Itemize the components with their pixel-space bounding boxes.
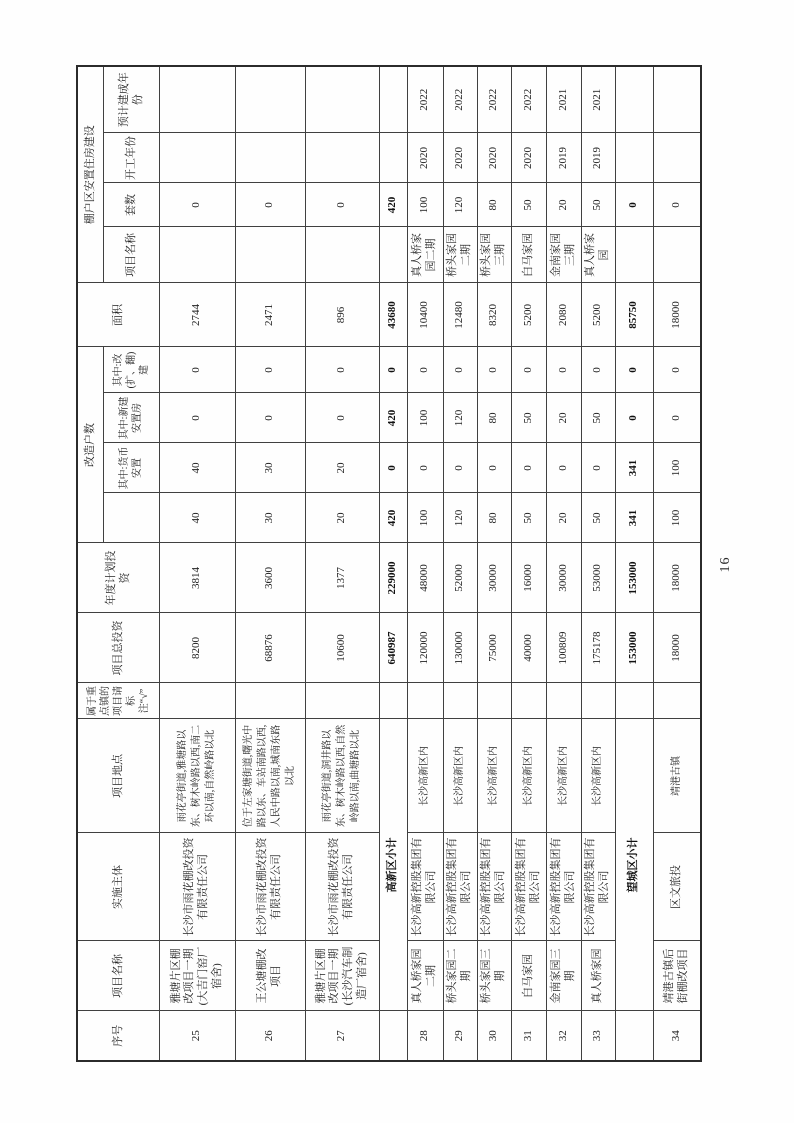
table-row [581,66,615,1061]
table-row [546,66,581,1061]
cell-hh-monetary: 0 [581,443,615,493]
cell-start [305,133,379,183]
cell-units: 420 [379,183,407,227]
cell-start: 2019 [546,133,581,183]
cell-area: 8320 [477,283,511,347]
subtotal-row [615,66,653,1061]
cell-area: 2471 [235,283,305,347]
header-key-town: 属于重点镇的项目请标注“√” [77,683,159,719]
cell-key-town [305,683,379,719]
header-households-group: 改造户数 [77,347,103,543]
cell-hh-monetary: 40 [159,443,235,493]
cell-area: 2744 [159,283,235,347]
header-project-name: 项目名称 [77,941,159,1011]
cell-hh-reno: 0 [159,347,235,393]
cell-hh-reno: 0 [581,347,615,393]
cell-area: 2080 [546,283,581,347]
cell-key-town [477,683,511,719]
cell-name: 雅塘片区棚改项目一期(大吉门窑厂宿舍) [159,941,235,1011]
cell-name: 靖港古镇后街棚改项目 [653,941,701,1011]
cell-hh-total: 30 [235,493,305,543]
cell-key-town [615,683,653,719]
cell-annual-inv: 30000 [477,543,511,613]
cell-hh-new: 420 [379,393,407,443]
cell-completion [615,66,653,133]
table-row [511,66,546,1061]
cell-hh-reno: 0 [477,347,511,393]
cell-hh-total: 120 [443,493,477,543]
cell-seq: 34 [653,1011,701,1061]
cell-hh-new: 0 [615,393,653,443]
cell-res-name: 白马家园 [511,227,546,283]
cell-res-name [235,227,305,283]
cell-hh-total: 80 [477,493,511,543]
cell-units: 20 [546,183,581,227]
cell-res-name: 真人桥家园二期 [407,227,443,283]
cell-hh-reno: 0 [615,347,653,393]
cell-hh-total: 50 [511,493,546,543]
cell-hh-reno: 0 [443,347,477,393]
cell-hh-total: 100 [407,493,443,543]
header-renovation: 其中:改(扩、翻)建 [103,347,159,393]
cell-location: 长沙高新区内 [443,719,477,833]
cell-total-inv: 175178 [581,613,615,683]
cell-key-town [546,683,581,719]
cell-total-inv: 153000 [615,613,653,683]
cell-location: 长沙高新区内 [546,719,581,833]
header-res-project-name: 项目名称 [103,227,159,283]
cell-name: 白马家园 [511,941,546,1011]
cell-hh-reno: 0 [305,347,379,393]
cell-annual-inv: 18000 [653,543,701,613]
cell-area: 12480 [443,283,477,347]
header-location: 项目地点 [77,719,159,833]
cell-completion [653,66,701,133]
cell-annual-inv: 3814 [159,543,235,613]
cell-entity: 长沙高新控股集团有限公司 [477,833,511,941]
header-start-year: 开工年份 [103,133,159,183]
cell-units: 80 [477,183,511,227]
cell-entity: 长沙高新控股集团有限公司 [511,833,546,941]
header-resettlement-group: 棚户区安置住房建设 [77,66,103,283]
cell-units: 50 [581,183,615,227]
cell-hh-total: 420 [379,493,407,543]
cell-annual-inv: 16000 [511,543,546,613]
cell-area: 43680 [379,283,407,347]
cell-hh-monetary: 0 [379,443,407,493]
cell-hh-new: 0 [159,393,235,443]
cell-name: 王公塘棚改项目 [235,941,305,1011]
cell-units: 0 [235,183,305,227]
cell-completion [379,66,407,133]
cell-key-town [443,683,477,719]
header-total-investment: 项目总投资 [77,613,159,683]
cell-total-inv: 75000 [477,613,511,683]
cell-hh-new: 50 [581,393,615,443]
cell-units: 0 [305,183,379,227]
cell-hh-new: 100 [407,393,443,443]
cell-hh-reno: 0 [511,347,546,393]
header-entity: 实施主体 [77,833,159,941]
cell-res-name: 桥头家园二期 [443,227,477,283]
cell-hh-reno: 0 [407,347,443,393]
cell-units: 0 [615,183,653,227]
cell-start: 2020 [407,133,443,183]
cell-key-town [379,683,407,719]
cell-completion: 2022 [443,66,477,133]
cell-name: 桥头家园三期 [477,941,511,1011]
cell-total-inv: 8200 [159,613,235,683]
cell-seq: 28 [407,1011,443,1061]
cell-units: 0 [159,183,235,227]
cell-completion: 2021 [546,66,581,133]
cell-annual-inv: 52000 [443,543,477,613]
header-units: 套数 [103,183,159,227]
cell-name: 真人桥家园 [581,941,615,1011]
cell-location: 靖港古镇 [653,719,701,833]
cell-name: 望城区小计 [615,719,653,1011]
cell-annual-inv: 53000 [581,543,615,613]
cell-hh-monetary: 0 [443,443,477,493]
cell-total-inv: 120000 [407,613,443,683]
cell-total-inv: 100809 [546,613,581,683]
cell-annual-inv: 1377 [305,543,379,613]
cell-hh-new: 50 [511,393,546,443]
cell-entity: 长沙高新控股集团有限公司 [407,833,443,941]
cell-key-town [581,683,615,719]
cell-entity: 长沙高新控股集团有限公司 [546,833,581,941]
cell-units: 120 [443,183,477,227]
cell-hh-total: 50 [581,493,615,543]
cell-hh-reno: 0 [546,347,581,393]
cell-res-name [653,227,701,283]
table-row [477,66,511,1061]
cell-completion [305,66,379,133]
cell-seq: 33 [581,1011,615,1061]
cell-entity: 区文旅投 [653,833,701,941]
cell-units: 100 [407,183,443,227]
cell-hh-total: 20 [305,493,379,543]
cell-area: 85750 [615,283,653,347]
cell-start: 2020 [511,133,546,183]
projects-table [76,65,702,1062]
table-row [159,66,235,1061]
cell-start [379,133,407,183]
header-new-build: 其中:新建安置房 [103,393,159,443]
cell-area: 10400 [407,283,443,347]
cell-hh-reno: 0 [379,347,407,393]
table-row [407,66,443,1061]
cell-location: 长沙高新区内 [511,719,546,833]
cell-entity: 长沙市雨花棚改投资有限责任公司 [305,833,379,941]
cell-entity: 长沙高新控股集团有限公司 [581,833,615,941]
cell-area: 18000 [653,283,701,347]
cell-seq: 30 [477,1011,511,1061]
subtotal-row [379,66,407,1061]
header-annual-investment: 年度计划投资 [77,543,159,613]
cell-key-town [159,683,235,719]
cell-seq [615,1011,653,1061]
cell-annual-inv: 229000 [379,543,407,613]
cell-name: 高新区小计 [379,719,407,1011]
cell-seq: 27 [305,1011,379,1061]
cell-entity: 长沙高新控股集团有限公司 [443,833,477,941]
cell-name: 桥头家园二期 [443,941,477,1011]
cell-completion [235,66,305,133]
cell-entity: 长沙市雨花棚改投资有限责任公司 [159,833,235,941]
cell-total-inv: 68876 [235,613,305,683]
cell-hh-new: 0 [305,393,379,443]
table-row [305,66,379,1061]
cell-hh-new: 0 [235,393,305,443]
cell-key-town [235,683,305,719]
cell-annual-inv: 48000 [407,543,443,613]
cell-completion: 2022 [407,66,443,133]
cell-hh-monetary: 341 [615,443,653,493]
cell-seq [379,1011,407,1061]
cell-hh-total: 40 [159,493,235,543]
cell-res-name [305,227,379,283]
cell-total-inv: 18000 [653,613,701,683]
cell-start: 2019 [581,133,615,183]
cell-name: 金南家园三期 [546,941,581,1011]
cell-hh-monetary: 0 [511,443,546,493]
cell-units: 50 [511,183,546,227]
cell-units: 0 [653,183,701,227]
cell-total-inv: 640987 [379,613,407,683]
cell-location: 长沙高新区内 [477,719,511,833]
cell-annual-inv: 153000 [615,543,653,613]
cell-total-inv: 130000 [443,613,477,683]
cell-res-name: 桥头家园三期 [477,227,511,283]
cell-name: 雅塘片区棚改项目一期(长沙汽车制造厂宿舍) [305,941,379,1011]
cell-res-name [379,227,407,283]
cell-name: 真人桥家园二期 [407,941,443,1011]
cell-hh-monetary: 100 [653,443,701,493]
cell-completion: 2022 [511,66,546,133]
cell-start: 2020 [443,133,477,183]
header-households-total [103,493,159,543]
cell-area: 5200 [581,283,615,347]
header-completion-year: 预计建成年份 [103,66,159,133]
cell-start [615,133,653,183]
cell-hh-reno: 0 [653,347,701,393]
table-row [235,66,305,1061]
cell-hh-monetary: 20 [305,443,379,493]
cell-location: 长沙高新区内 [581,719,615,833]
cell-start: 2020 [477,133,511,183]
cell-location: 雨花亭街道,洞井路以东、树木岭路以西,自然岭路以南,曲塘路以北 [305,719,379,833]
cell-location: 长沙高新区内 [407,719,443,833]
cell-hh-monetary: 0 [546,443,581,493]
header-area: 面积 [77,283,159,347]
cell-seq: 31 [511,1011,546,1061]
cell-completion: 2021 [581,66,615,133]
cell-total-inv: 10600 [305,613,379,683]
cell-hh-monetary: 0 [477,443,511,493]
table-row [653,66,701,1061]
cell-seq: 32 [546,1011,581,1061]
cell-hh-new: 20 [546,393,581,443]
cell-area: 896 [305,283,379,347]
rotated-table-container [76,67,734,1062]
cell-res-name: 真人桥家园 [581,227,615,283]
cell-key-town [407,683,443,719]
cell-res-name: 金南家园三期 [546,227,581,283]
cell-area: 5200 [511,283,546,347]
cell-hh-total: 341 [615,493,653,543]
cell-res-name [615,227,653,283]
cell-hh-reno: 0 [235,347,305,393]
page-number: 16 [718,556,733,573]
cell-seq: 29 [443,1011,477,1061]
cell-hh-total: 100 [653,493,701,543]
cell-start [235,133,305,183]
cell-hh-new: 0 [653,393,701,443]
header-monetary: 其中:货币安置 [103,443,159,493]
cell-hh-total: 20 [546,493,581,543]
cell-completion: 2022 [477,66,511,133]
cell-completion [159,66,235,133]
cell-hh-monetary: 30 [235,443,305,493]
cell-hh-new: 120 [443,393,477,443]
cell-key-town [511,683,546,719]
cell-start [159,133,235,183]
cell-hh-new: 80 [477,393,511,443]
cell-total-inv: 40000 [511,613,546,683]
cell-annual-inv: 30000 [546,543,581,613]
cell-annual-inv: 3600 [235,543,305,613]
cell-entity: 长沙市雨花棚改投资有限责任公司 [235,833,305,941]
cell-seq: 25 [159,1011,235,1061]
cell-res-name [159,227,235,283]
cell-start [653,133,701,183]
cell-seq: 26 [235,1011,305,1061]
table-row [443,66,477,1061]
cell-location: 雨花亭街道,雅塘路以东、树木岭路以西,南二环以南,自然岭路以北 [159,719,235,833]
cell-hh-monetary: 0 [407,443,443,493]
cell-key-town [653,683,701,719]
cell-location: 位于左家塘街道,曙光中路以东、车站南路以西,人民中路以南,城南东路以北 [235,719,305,833]
header-seq: 序号 [77,1011,159,1061]
